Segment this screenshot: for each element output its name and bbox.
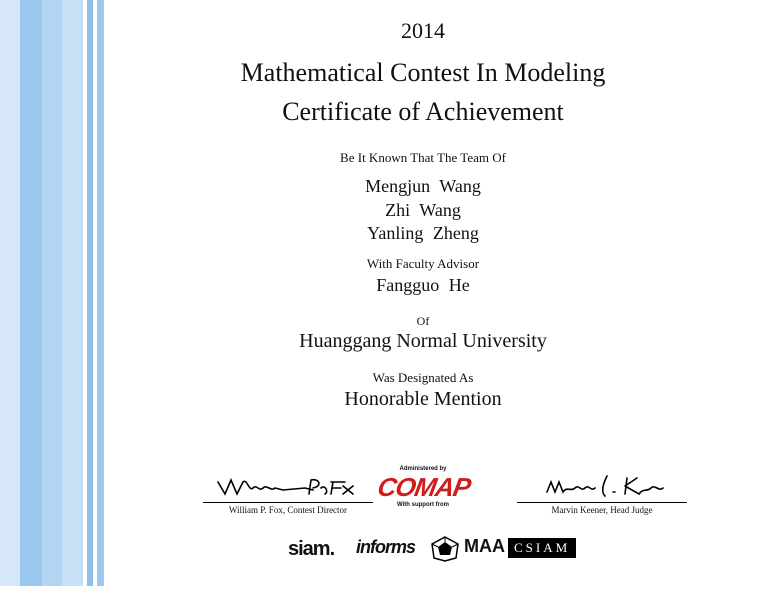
certificate <box>113 0 780 586</box>
csiam-logo: CSIAM <box>508 538 576 558</box>
signature-line <box>203 502 373 503</box>
judge-signature <box>517 470 687 515</box>
comap-logo: COMAP <box>375 472 473 502</box>
certificate-subtitle: Certificate of Achievement <box>282 97 564 126</box>
judge-caption: Marvin Keener, Head Judge <box>551 505 653 515</box>
certificate-year: 2014 <box>401 18 445 43</box>
left-stripes-decoration <box>0 0 113 586</box>
signature-scribble-icon <box>527 470 677 500</box>
certificate-title: Mathematical Contest In Modeling <box>240 58 606 87</box>
of-label: Of <box>416 314 430 328</box>
award-name: Honorable Mention <box>344 388 502 410</box>
maa-logo: MAA <box>464 536 505 556</box>
institution-name: Huanggang Normal University <box>299 330 547 352</box>
signature-line <box>517 502 687 503</box>
designation-label: Was Designated As <box>372 370 474 385</box>
signature-scribble-icon <box>213 470 363 500</box>
team-member: Mengjun Wang <box>365 176 481 196</box>
team-intro: Be It Known That The Team Of <box>340 150 506 165</box>
team-member: Zhi Wang <box>385 200 461 220</box>
director-signature <box>203 470 373 515</box>
director-caption: William P. Fox, Contest Director <box>228 505 348 515</box>
informs-logo: informs <box>356 537 416 557</box>
team-member: Yanling Zheng <box>367 223 479 243</box>
comap-block <box>375 466 473 508</box>
advisor-label: With Faculty Advisor <box>366 256 480 271</box>
siam-logo: siam. <box>288 538 335 560</box>
advisor-name: Fangguo He <box>376 275 470 295</box>
maa-polyhedron-icon <box>430 536 460 567</box>
support-label: With support from <box>397 502 449 508</box>
administered-by-label: Administered by <box>399 466 447 472</box>
